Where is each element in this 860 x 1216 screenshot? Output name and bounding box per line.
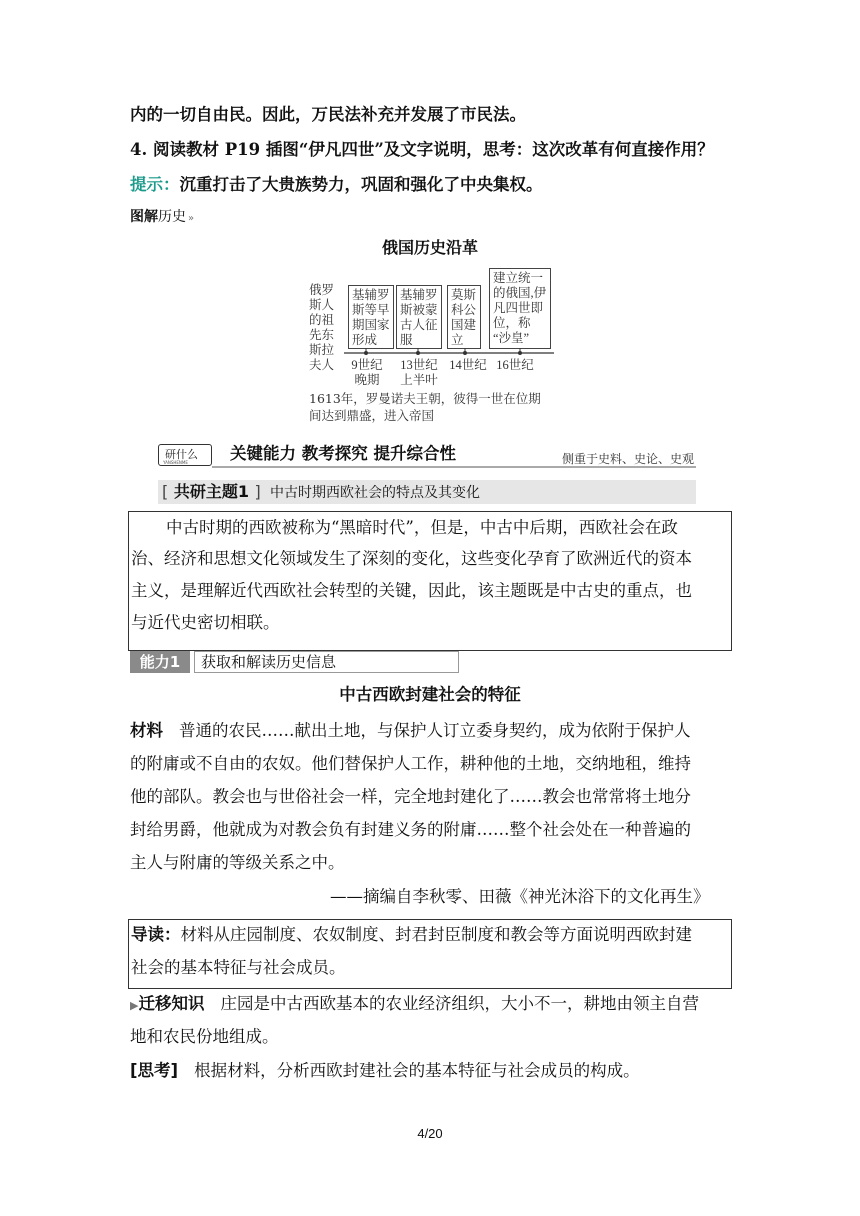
section-title: 中古西欧封建社会的特征 — [339, 685, 521, 704]
figure-left-column: 俄罗 斯人 的祖 先东 斯拉 夫人 — [309, 283, 335, 372]
tujie-heading — [130, 207, 194, 229]
hint-label: 提示： — [130, 175, 180, 194]
double-chevron-icon: » — [188, 213, 195, 224]
timeline-axis — [344, 348, 556, 358]
intro-box: 中古时期的西欧被称为“黑暗时代”，但是，中古中后期，西欧社会在政 治、经济和思想文化领域发生了深刻的变化，这些变化孕育了欧洲近代的资本 主义，是理解近代西欧社会转型的关键，因此，该主题既是中古史的重点，也 与近代史密切相联。 — [128, 511, 732, 651]
timeline-box-2: 基辅罗 斯被蒙 古人征 服 — [396, 285, 442, 349]
material-line-4: 封给男爵，他就成为对教会负有封建义务的附庸……整个社会处在一种普遍的 — [130, 820, 691, 839]
timeline-box-3: 莫斯 科公 国建 立 — [447, 285, 481, 349]
think-line: [思考] 根据材料，分析西欧封建社会的基本特征与社会成员的构成。 — [130, 1061, 640, 1080]
hint-line — [130, 174, 543, 196]
banner-title: 关键能力 教考探究 提升综合性 — [230, 444, 456, 463]
timeline-box-1: 基辅罗 斯等早 期国家 形成 — [348, 285, 394, 349]
figure-note: 1613年，罗曼诺夫王朝，彼得一世在位期 间达到鼎盛，进入帝国 — [309, 391, 541, 423]
topic-title: 中古时期西欧社会的特点及其变化 — [270, 485, 480, 501]
material-line-1: 材料 普通的农民……献出土地，与保护人订立委身契约，成为依附于保护人 — [130, 721, 691, 740]
tujie-label: 图解 — [130, 209, 158, 225]
material-source: ——摘编自李秋零、田薇《神光沐浴下的文化再生》 — [330, 887, 710, 906]
ability-label: 能力1 — [130, 651, 190, 673]
figure-title: 俄国历史沿革 — [381, 238, 478, 257]
material-line-2: 的附庸或不自由的农奴。他们替保护人工作，耕种他的土地，交纳地租，维持 — [130, 754, 691, 773]
triangle-marker-icon: ▶ — [130, 999, 139, 1012]
topic-label: [ 共研主题1 ] — [162, 482, 261, 501]
question-4: 4. 阅读教材 P19 插图“伊凡四世”及文字说明，思考：这次改革有何直接作用？ — [130, 140, 714, 159]
timeline-box-4: 建立统一 的俄国,伊 凡四世即 位，称 “沙皇” — [489, 268, 551, 349]
timeline-date-3: 14世纪 — [449, 358, 487, 372]
timeline-date-2: 13世纪 上半叶 — [400, 358, 438, 387]
timeline-date-4: 16世纪 — [496, 358, 534, 372]
material-line-5: 主人与附庸的等级关系之中。 — [130, 853, 345, 872]
transfer-line-1: ▶迁移知识 庄园是中古西欧基本的农业经济组织，大小不一，耕地由领主自营 — [130, 994, 699, 1013]
timeline-date-1: 9世纪 晚期 — [351, 358, 383, 387]
text-line-1: 内的一切自由民。因此，万民法补充并发展了市民法。 — [130, 105, 526, 124]
banner-logo: 研什么 YANSHENME — [158, 444, 212, 466]
ability-title: 获取和解读历史信息 — [194, 651, 459, 673]
transfer-line-2: 地和农民份地组成。 — [130, 1027, 279, 1046]
page-number: 4/20 — [417, 1126, 443, 1141]
banner-right-text: 侧重于史料、史论、史观 — [562, 452, 695, 466]
hint-text: 沉重打击了大贵族势力，巩固和强化了中央集权。 — [179, 175, 543, 194]
banner-underline — [212, 466, 698, 470]
guide-box: 导读：材料从庄园制度、农奴制度、封君封臣制度和教会等方面说明西欧封建 社会的基本特征与社会成员。 — [128, 919, 732, 989]
tujie-sub: 历史 — [158, 209, 186, 225]
material-line-3: 他的部队。教会也与世俗社会一样，完全地封建化了……教会也常常将土地分 — [130, 787, 691, 806]
